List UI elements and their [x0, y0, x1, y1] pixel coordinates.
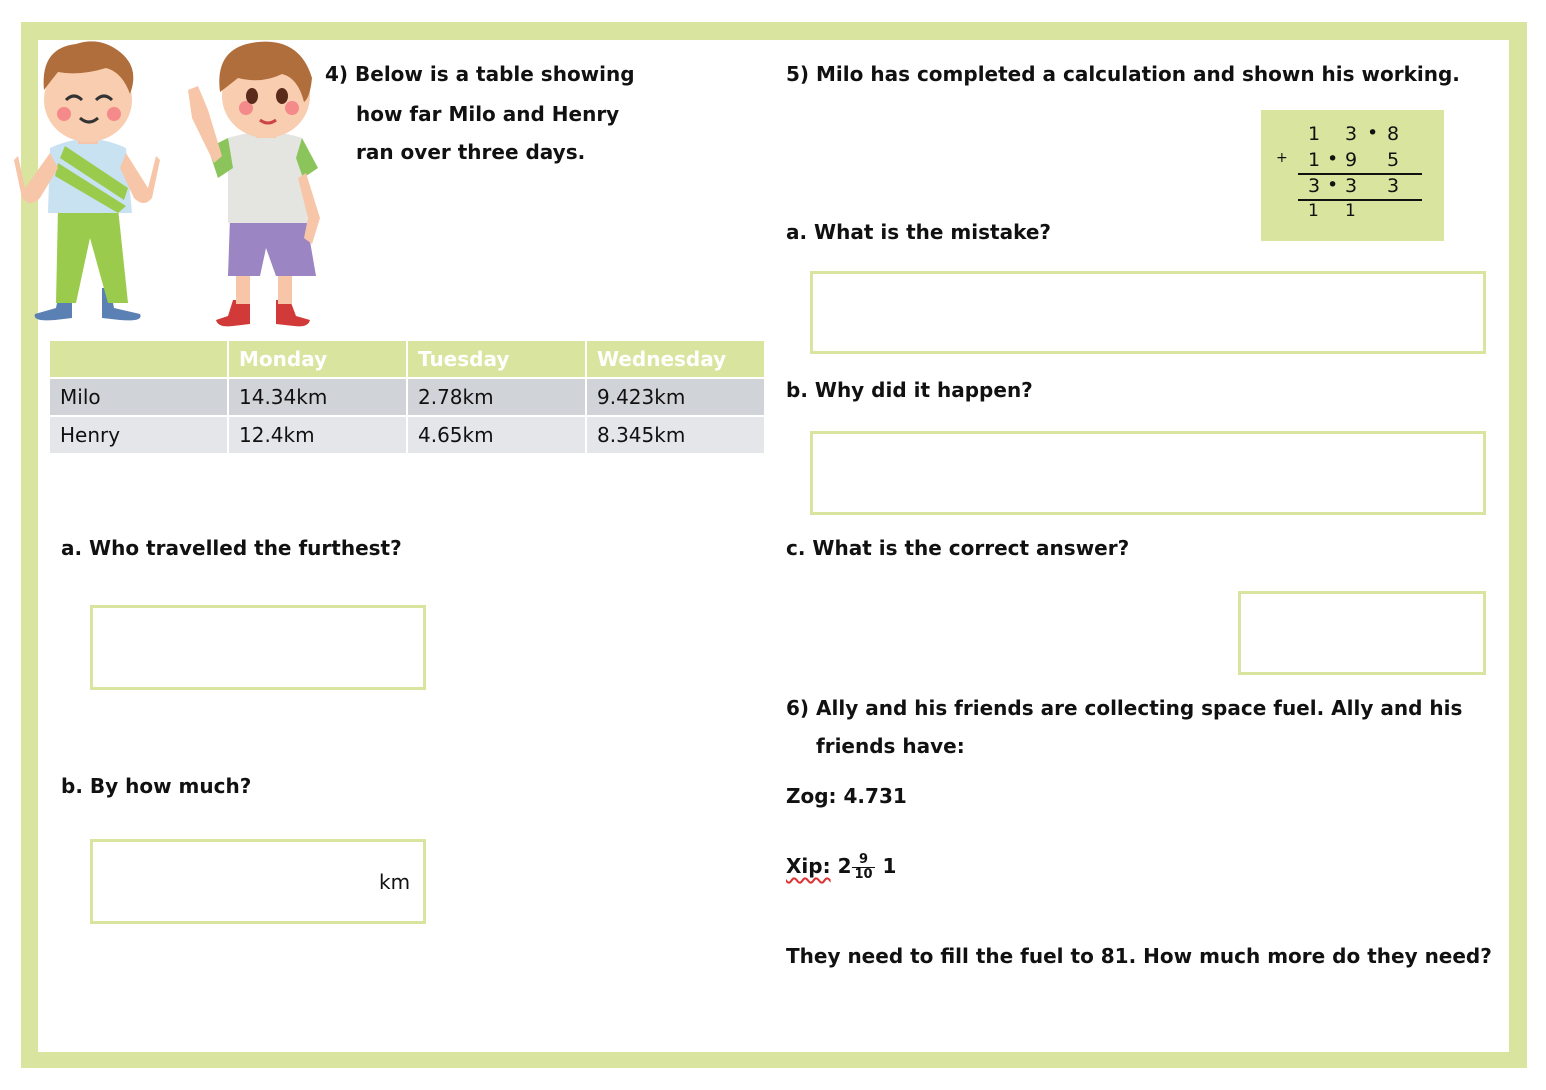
q5a-answer-box[interactable] [810, 271, 1486, 354]
q5-part-b: b. Why did it happen? [786, 378, 1033, 402]
xip-fraction [852, 853, 874, 882]
q5-part-c: c. What is the correct answer? [786, 536, 1130, 560]
table-cell: 9.423km [587, 379, 764, 415]
calc-digit: 8 [1387, 123, 1400, 145]
calc-point: • [1367, 122, 1379, 144]
table-cell: 4.65km [408, 417, 585, 453]
q5b-answer-box[interactable] [810, 431, 1486, 515]
calc-digit: 5 [1387, 149, 1400, 171]
xip-denominator: 10 [854, 867, 873, 882]
calc-digit: 3 [1308, 175, 1321, 197]
calc-digit: 3 [1387, 175, 1400, 197]
q6-line-2: friends have: [816, 734, 965, 758]
q4-line-1: 4) Below is a table showing [325, 62, 635, 86]
q5-part-a: a. What is the mistake? [786, 220, 1052, 244]
table-cell: 8.345km [587, 417, 764, 453]
boy-smiling-illustration [10, 38, 165, 328]
calc-carry: 1 [1308, 201, 1319, 221]
table-cell: 14.34km [229, 379, 406, 415]
calc-digit: 1 [1308, 149, 1321, 171]
q6-line-1: 6) Ally and his friends are collecting space fuel. Ally and his [786, 696, 1463, 720]
xip-numerator: 9 [852, 853, 874, 868]
table-header-row [50, 341, 764, 377]
calculation-working [1261, 110, 1444, 241]
q6-question: They need to fill the fuel to 81. How much more do they need? [786, 944, 1492, 968]
table-row [50, 417, 764, 453]
q4a-answer-box[interactable] [90, 605, 426, 690]
table-header: Monday [229, 341, 406, 377]
unit-label: km [379, 870, 411, 894]
calc-digit: 3 [1345, 123, 1358, 145]
q5-title: 5) Milo has completed a calculation and shown his working. [786, 62, 1460, 86]
xip-whole: 2 [837, 854, 852, 878]
calc-digit: 3 [1345, 175, 1358, 197]
xip-label: Xip: [786, 854, 831, 878]
boy-waving-illustration [178, 38, 338, 330]
calc-carry: 1 [1345, 201, 1356, 221]
q4-line-3: ran over three days. [356, 140, 586, 164]
table-cell: 2.78km [408, 379, 585, 415]
calc-digit: 9 [1345, 149, 1358, 171]
table-cell: Milo [50, 379, 227, 415]
calc-point: • [1327, 174, 1339, 196]
table-row [50, 379, 764, 415]
table-header: Tuesday [408, 341, 585, 377]
xip-amount [786, 847, 896, 885]
table-cell: Henry [50, 417, 227, 453]
calc-point: • [1327, 148, 1339, 170]
calc-digit: 1 [1308, 123, 1321, 145]
table-cell: 12.4km [229, 417, 406, 453]
table-header [50, 341, 227, 377]
xip-tail: 1 [882, 854, 897, 878]
distance-table [48, 339, 766, 455]
q4-line-2: how far Milo and Henry [356, 102, 620, 126]
q4b-answer-box[interactable] [90, 839, 426, 924]
zog-amount: Zog: 4.731 [786, 784, 907, 808]
q5c-answer-box[interactable] [1238, 591, 1486, 675]
q4-part-a: a. Who travelled the furthest? [61, 536, 402, 560]
q4-part-b: b. By how much? [61, 774, 252, 798]
table-header: Wednesday [587, 341, 764, 377]
calc-plus: + [1276, 150, 1288, 166]
